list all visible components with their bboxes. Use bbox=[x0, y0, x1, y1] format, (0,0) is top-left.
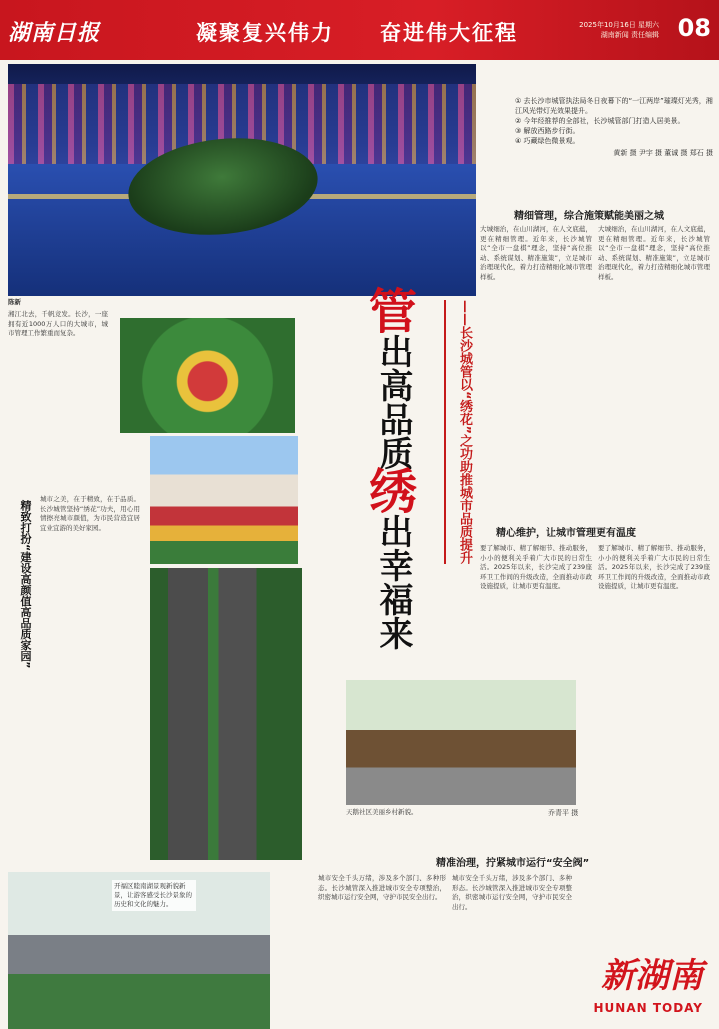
photo-note: ② 今年经推荐的全部社，长沙城管部门打造人居美景。 bbox=[515, 117, 685, 125]
title-line-1: 出高品质 bbox=[373, 334, 413, 470]
body-column-left: 城市之美，在于精致，在于品质。长沙城管坚持“绣花”功夫，用心用情擦亮城市颜值，为市民营造宜居宜业宜游的美好家园。 bbox=[40, 495, 140, 532]
left-caption-label: 陈新 bbox=[8, 298, 21, 306]
slogan-left: 凝聚复兴伟力 bbox=[196, 21, 334, 45]
street-flowerbed-photo bbox=[150, 436, 298, 564]
header-meta bbox=[579, 20, 659, 40]
title-char-guan: 管 bbox=[368, 284, 417, 340]
photo-credit: 尹宇 摄 bbox=[638, 149, 663, 157]
village-street-photo bbox=[346, 680, 576, 805]
section-3-column-a: 城市安全千头万绪，涉及多个部门、多种形态。长沙城管深入推进城市安全专项整治，织密城市运行安全网，守护市民安全出行。 bbox=[318, 874, 446, 901]
lead-subtitle: ——长沙城管以“绣花”之功助推城市品质提升 bbox=[444, 300, 472, 564]
photo-note: ③ 解放西路步行街。 bbox=[515, 127, 580, 135]
lead-title bbox=[358, 284, 428, 650]
masthead: 湖南日报 bbox=[8, 20, 101, 46]
section-2-column-b: 要了解城市、精了解细节、推动服务，小小的便利关乎着广大市民的日常生活。2025年以来，长沙完成了239座环卫工作间的升级改造，全面推动市政设施提质，让城市更有温度。 bbox=[598, 544, 710, 590]
hunan-today-logo: HUNAN TODAY bbox=[593, 1001, 703, 1015]
photo-credit: 郑石 摄 bbox=[689, 149, 713, 157]
slogan-right: 奋进伟大征程 bbox=[380, 21, 518, 45]
section-3-column-b: 城市安全千头万绪，涉及多个部门、多种形态。长沙城管深入推进城市安全专项整治，织密城市运行安全网，守护市民安全出行。 bbox=[452, 874, 572, 911]
vertical-heading: 精致打扮“建设高颜值高品质家园” bbox=[19, 500, 32, 669]
photo-credit: 董诚 摄 bbox=[664, 149, 688, 157]
aerial-road-photo bbox=[150, 568, 302, 860]
section-2-column-a: 要了解城市、精了解细节、推动服务，小小的便利关乎着广大市民的日常生活。2025年以来，长沙完成了239座环卫工作间的升级改造，全面推动市政设施提质，让城市更有温度。 bbox=[480, 544, 592, 590]
section-heading-1: 精细管理，综合施策赋能美丽之城 bbox=[514, 211, 664, 222]
village-caption: 天鹅社区美丽乡村新貌。 bbox=[346, 808, 418, 816]
date-line: 2025年10月16日 星期六 bbox=[579, 21, 659, 29]
page-header bbox=[0, 0, 719, 60]
left-caption-text: 湘江北去，千帆竞发。长沙，一座拥有近1000万人口的大城市，城市管理工作繁重而复杂。 bbox=[8, 310, 108, 337]
section-heading-3: 精准治理，拧紧城市运行“安全阀” bbox=[436, 858, 590, 869]
title-line-2: 出幸福来 bbox=[373, 514, 413, 650]
photo-credit: 黄新 摄 bbox=[613, 149, 637, 157]
garden-caption: 开福区睦南湖景观新貌新景，让游客感受长沙景象的历史和文化的魅力。 bbox=[112, 880, 196, 911]
section-1-column-a: 大城细治，在山川湖河，在人文底蕴，更在精细管理。近年来，长沙城管以“全市一盘棋”理念，坚持“高位推动、系统谋划、精准施策”，立足城市治理现代化，着力打造精细化城市管理样板。 bbox=[480, 225, 592, 281]
village-credit: 乔青平 摄 bbox=[548, 809, 579, 817]
photo-note: ① 去长沙市城管执法局冬日夜幕下的“一江两岸”璀璨灯光秀，湘江风光带灯光效果提升。 bbox=[515, 97, 713, 115]
title-char-xiu: 绣 bbox=[368, 464, 417, 520]
flower-garden-photo bbox=[120, 318, 295, 433]
section-heading-2: 精心维护，让城市管理更有温度 bbox=[496, 528, 636, 539]
night-riverside-photo bbox=[8, 64, 476, 296]
photo-notes bbox=[515, 96, 713, 158]
photo-note: ④ 巧藏绿色微景观。 bbox=[515, 137, 580, 145]
section-1-column-b: 大城细治，在山川湖河，在人文底蕴，更在精细管理。近年来，长沙城管以“全市一盘棋”理念，坚持“高位推动、系统谋划、精准施策”，立足城市治理现代化，着力打造精细化城市管理样板。 bbox=[598, 225, 710, 281]
edition-line: 湖南新闻 责任编辑 bbox=[600, 31, 659, 39]
page-number: 08 bbox=[677, 14, 711, 42]
xinhunan-logo: 新湖南 bbox=[601, 956, 703, 996]
